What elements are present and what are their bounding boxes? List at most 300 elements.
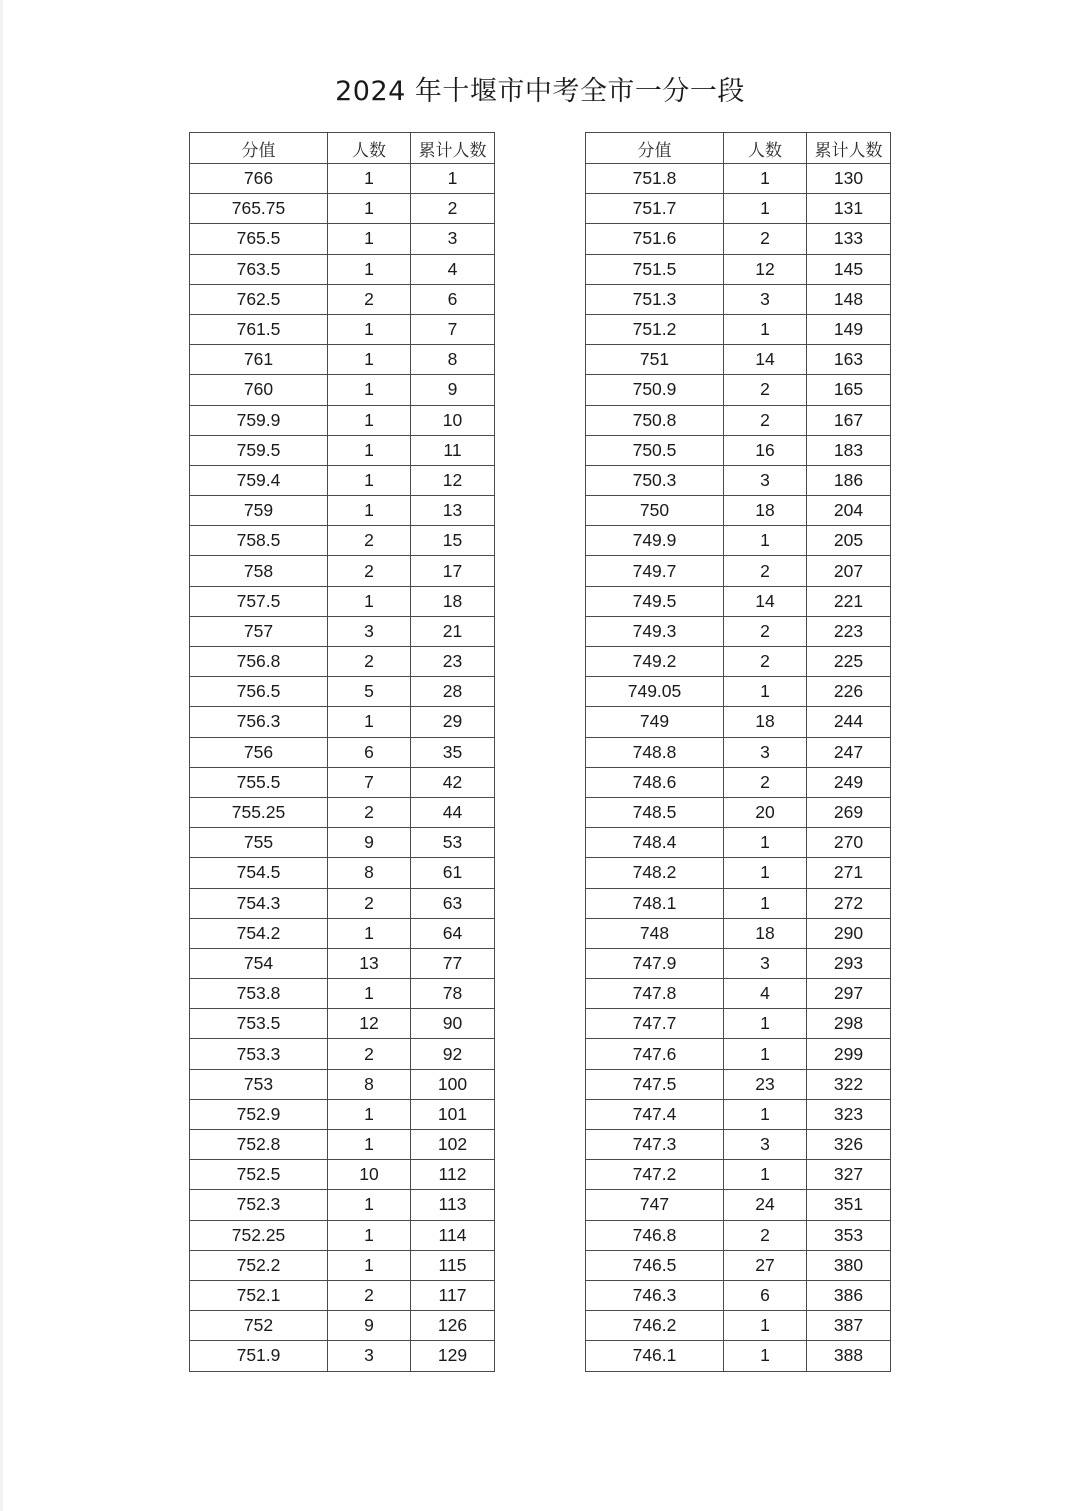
table-row bbox=[586, 164, 891, 194]
table-row bbox=[190, 1220, 495, 1250]
cumulative-cell: 226 bbox=[807, 677, 891, 707]
cumulative-cell: 271 bbox=[807, 858, 891, 888]
table-row bbox=[190, 1341, 495, 1371]
cumulative-cell: 13 bbox=[411, 496, 495, 526]
column-header-count: 人数 bbox=[328, 133, 411, 164]
score-cell: 751.2 bbox=[586, 314, 724, 344]
cumulative-cell: 353 bbox=[807, 1220, 891, 1250]
cumulative-cell: 247 bbox=[807, 737, 891, 767]
score-cell: 751.6 bbox=[586, 224, 724, 254]
cumulative-cell: 323 bbox=[807, 1099, 891, 1129]
score-cell: 748.8 bbox=[586, 737, 724, 767]
score-table-right bbox=[585, 132, 891, 1372]
score-cell: 757.5 bbox=[190, 586, 328, 616]
score-cell: 752.2 bbox=[190, 1250, 328, 1280]
score-cell: 752.9 bbox=[190, 1099, 328, 1129]
score-cell: 763.5 bbox=[190, 254, 328, 284]
count-cell: 12 bbox=[328, 1009, 411, 1039]
table-row bbox=[190, 1190, 495, 1220]
count-cell: 2 bbox=[328, 888, 411, 918]
count-cell: 18 bbox=[724, 918, 807, 948]
score-cell: 757 bbox=[190, 616, 328, 646]
count-cell: 2 bbox=[328, 647, 411, 677]
score-cell: 750 bbox=[586, 496, 724, 526]
table-row bbox=[190, 314, 495, 344]
table-row bbox=[586, 1009, 891, 1039]
score-cell: 759 bbox=[190, 496, 328, 526]
score-cell: 749.5 bbox=[586, 586, 724, 616]
count-cell: 3 bbox=[328, 616, 411, 646]
count-cell: 5 bbox=[328, 677, 411, 707]
score-cell: 748.5 bbox=[586, 797, 724, 827]
table-row bbox=[586, 465, 891, 495]
cumulative-cell: 3 bbox=[411, 224, 495, 254]
table-row bbox=[586, 616, 891, 646]
cumulative-cell: 270 bbox=[807, 828, 891, 858]
table-row bbox=[190, 1280, 495, 1310]
count-cell: 1 bbox=[328, 1220, 411, 1250]
score-cell: 749.2 bbox=[586, 647, 724, 677]
count-cell: 1 bbox=[724, 677, 807, 707]
count-cell: 2 bbox=[724, 375, 807, 405]
count-cell: 1 bbox=[328, 224, 411, 254]
score-cell: 759.5 bbox=[190, 435, 328, 465]
table-row bbox=[190, 1099, 495, 1129]
cumulative-cell: 35 bbox=[411, 737, 495, 767]
cumulative-cell: 4 bbox=[411, 254, 495, 284]
count-cell: 2 bbox=[724, 767, 807, 797]
count-cell: 8 bbox=[328, 858, 411, 888]
count-cell: 3 bbox=[328, 1341, 411, 1371]
count-cell: 18 bbox=[724, 707, 807, 737]
count-cell: 1 bbox=[724, 1311, 807, 1341]
table-header-row bbox=[190, 133, 495, 164]
table-row bbox=[190, 616, 495, 646]
table-row bbox=[190, 1130, 495, 1160]
count-cell: 2 bbox=[724, 556, 807, 586]
score-cell: 748.2 bbox=[586, 858, 724, 888]
score-cell: 751.7 bbox=[586, 194, 724, 224]
count-cell: 6 bbox=[328, 737, 411, 767]
score-cell: 746.8 bbox=[586, 1220, 724, 1250]
table-row bbox=[190, 918, 495, 948]
score-cell: 747.7 bbox=[586, 1009, 724, 1039]
table-row bbox=[190, 1250, 495, 1280]
cumulative-cell: 298 bbox=[807, 1009, 891, 1039]
table-row bbox=[586, 918, 891, 948]
cumulative-cell: 11 bbox=[411, 435, 495, 465]
table-row bbox=[190, 284, 495, 314]
count-cell: 1 bbox=[328, 707, 411, 737]
score-cell: 756.5 bbox=[190, 677, 328, 707]
count-cell: 2 bbox=[328, 556, 411, 586]
table-row bbox=[586, 647, 891, 677]
score-cell: 754 bbox=[190, 948, 328, 978]
column-header-score: 分值 bbox=[586, 133, 724, 164]
table-row bbox=[190, 647, 495, 677]
score-cell: 752.8 bbox=[190, 1130, 328, 1160]
score-cell: 765.75 bbox=[190, 194, 328, 224]
cumulative-cell: 204 bbox=[807, 496, 891, 526]
score-cell: 751.9 bbox=[190, 1341, 328, 1371]
score-cell: 753.3 bbox=[190, 1039, 328, 1069]
score-cell: 765.5 bbox=[190, 224, 328, 254]
score-cell: 754.5 bbox=[190, 858, 328, 888]
cumulative-cell: 221 bbox=[807, 586, 891, 616]
table-row bbox=[586, 979, 891, 1009]
cumulative-cell: 351 bbox=[807, 1190, 891, 1220]
cumulative-cell: 386 bbox=[807, 1280, 891, 1310]
cumulative-cell: 112 bbox=[411, 1160, 495, 1190]
cumulative-cell: 2 bbox=[411, 194, 495, 224]
score-cell: 747.6 bbox=[586, 1039, 724, 1069]
cumulative-cell: 77 bbox=[411, 948, 495, 978]
cumulative-cell: 90 bbox=[411, 1009, 495, 1039]
count-cell: 3 bbox=[724, 948, 807, 978]
table-row bbox=[586, 1069, 891, 1099]
cumulative-cell: 10 bbox=[411, 405, 495, 435]
cumulative-cell: 100 bbox=[411, 1069, 495, 1099]
table-row bbox=[586, 224, 891, 254]
score-cell: 766 bbox=[190, 164, 328, 194]
cumulative-cell: 101 bbox=[411, 1099, 495, 1129]
table-row bbox=[190, 194, 495, 224]
cumulative-cell: 297 bbox=[807, 979, 891, 1009]
cumulative-cell: 18 bbox=[411, 586, 495, 616]
cumulative-cell: 61 bbox=[411, 858, 495, 888]
cumulative-cell: 29 bbox=[411, 707, 495, 737]
count-cell: 27 bbox=[724, 1250, 807, 1280]
score-table-left bbox=[189, 132, 495, 1372]
table-row bbox=[586, 1280, 891, 1310]
score-cell: 758.5 bbox=[190, 526, 328, 556]
table-row bbox=[586, 435, 891, 465]
cumulative-cell: 388 bbox=[807, 1341, 891, 1371]
count-cell: 1 bbox=[724, 1099, 807, 1129]
table-row bbox=[586, 314, 891, 344]
cumulative-cell: 183 bbox=[807, 435, 891, 465]
table-row bbox=[586, 1311, 891, 1341]
count-cell: 1 bbox=[328, 918, 411, 948]
column-header-cumulative: 累计人数 bbox=[411, 133, 495, 164]
cumulative-cell: 1 bbox=[411, 164, 495, 194]
count-cell: 3 bbox=[724, 737, 807, 767]
score-cell: 752 bbox=[190, 1311, 328, 1341]
table-row bbox=[190, 345, 495, 375]
count-cell: 24 bbox=[724, 1190, 807, 1220]
column-header-count: 人数 bbox=[724, 133, 807, 164]
table-row bbox=[586, 194, 891, 224]
count-cell: 18 bbox=[724, 496, 807, 526]
table-row bbox=[586, 1099, 891, 1129]
table-row bbox=[586, 1220, 891, 1250]
count-cell: 3 bbox=[724, 465, 807, 495]
count-cell: 1 bbox=[724, 194, 807, 224]
score-cell: 747.4 bbox=[586, 1099, 724, 1129]
table-row bbox=[586, 556, 891, 586]
count-cell: 1 bbox=[328, 1099, 411, 1129]
table-row bbox=[586, 496, 891, 526]
count-cell: 1 bbox=[724, 888, 807, 918]
score-cell: 754.3 bbox=[190, 888, 328, 918]
count-cell: 16 bbox=[724, 435, 807, 465]
cumulative-cell: 133 bbox=[807, 224, 891, 254]
count-cell: 1 bbox=[328, 465, 411, 495]
cumulative-cell: 272 bbox=[807, 888, 891, 918]
table-row bbox=[586, 1130, 891, 1160]
cumulative-cell: 207 bbox=[807, 556, 891, 586]
score-cell: 749.7 bbox=[586, 556, 724, 586]
table-row bbox=[586, 677, 891, 707]
count-cell: 1 bbox=[724, 164, 807, 194]
table-row bbox=[190, 1039, 495, 1069]
table-row bbox=[190, 496, 495, 526]
cumulative-cell: 7 bbox=[411, 314, 495, 344]
count-cell: 4 bbox=[724, 979, 807, 1009]
count-cell: 1 bbox=[724, 828, 807, 858]
table-row bbox=[586, 828, 891, 858]
count-cell: 1 bbox=[328, 1190, 411, 1220]
score-cell: 746.1 bbox=[586, 1341, 724, 1371]
count-cell: 1 bbox=[328, 979, 411, 1009]
count-cell: 13 bbox=[328, 948, 411, 978]
score-cell: 748.4 bbox=[586, 828, 724, 858]
score-cell: 760 bbox=[190, 375, 328, 405]
score-cell: 746.3 bbox=[586, 1280, 724, 1310]
table-row bbox=[586, 1039, 891, 1069]
cumulative-cell: 78 bbox=[411, 979, 495, 1009]
count-cell: 6 bbox=[724, 1280, 807, 1310]
count-cell: 12 bbox=[724, 254, 807, 284]
score-cell: 761 bbox=[190, 345, 328, 375]
count-cell: 1 bbox=[328, 164, 411, 194]
score-cell: 746.2 bbox=[586, 1311, 724, 1341]
cumulative-cell: 53 bbox=[411, 828, 495, 858]
score-cell: 751.5 bbox=[586, 254, 724, 284]
count-cell: 10 bbox=[328, 1160, 411, 1190]
table-row bbox=[586, 1250, 891, 1280]
cumulative-cell: 117 bbox=[411, 1280, 495, 1310]
table-row bbox=[190, 979, 495, 1009]
cumulative-cell: 28 bbox=[411, 677, 495, 707]
cumulative-cell: 186 bbox=[807, 465, 891, 495]
count-cell: 9 bbox=[328, 828, 411, 858]
cumulative-cell: 149 bbox=[807, 314, 891, 344]
score-cell: 746.5 bbox=[586, 1250, 724, 1280]
score-cell: 749.3 bbox=[586, 616, 724, 646]
cumulative-cell: 42 bbox=[411, 767, 495, 797]
score-cell: 759.4 bbox=[190, 465, 328, 495]
count-cell: 3 bbox=[724, 1130, 807, 1160]
score-cell: 749.05 bbox=[586, 677, 724, 707]
cumulative-cell: 167 bbox=[807, 405, 891, 435]
score-cell: 749 bbox=[586, 707, 724, 737]
cumulative-cell: 129 bbox=[411, 1341, 495, 1371]
score-cell: 747.9 bbox=[586, 948, 724, 978]
count-cell: 3 bbox=[724, 284, 807, 314]
score-cell: 749.9 bbox=[586, 526, 724, 556]
table-row bbox=[190, 1160, 495, 1190]
table-row bbox=[190, 465, 495, 495]
cumulative-cell: 126 bbox=[411, 1311, 495, 1341]
count-cell: 1 bbox=[328, 496, 411, 526]
table-row bbox=[586, 707, 891, 737]
count-cell: 2 bbox=[724, 647, 807, 677]
count-cell: 9 bbox=[328, 1311, 411, 1341]
cumulative-cell: 131 bbox=[807, 194, 891, 224]
cumulative-cell: 130 bbox=[807, 164, 891, 194]
table-row bbox=[190, 1009, 495, 1039]
cumulative-cell: 380 bbox=[807, 1250, 891, 1280]
score-cell: 752.1 bbox=[190, 1280, 328, 1310]
table-row bbox=[586, 858, 891, 888]
count-cell: 1 bbox=[328, 435, 411, 465]
cumulative-cell: 244 bbox=[807, 707, 891, 737]
score-cell: 758 bbox=[190, 556, 328, 586]
table-row bbox=[586, 737, 891, 767]
cumulative-cell: 148 bbox=[807, 284, 891, 314]
count-cell: 1 bbox=[724, 1009, 807, 1039]
score-cell: 756.3 bbox=[190, 707, 328, 737]
table-row bbox=[190, 1069, 495, 1099]
cumulative-cell: 114 bbox=[411, 1220, 495, 1250]
cumulative-cell: 9 bbox=[411, 375, 495, 405]
score-cell: 750.5 bbox=[586, 435, 724, 465]
table-row bbox=[190, 526, 495, 556]
cumulative-cell: 63 bbox=[411, 888, 495, 918]
cumulative-cell: 115 bbox=[411, 1250, 495, 1280]
table-row bbox=[190, 375, 495, 405]
table-row bbox=[190, 737, 495, 767]
score-cell: 755 bbox=[190, 828, 328, 858]
count-cell: 1 bbox=[328, 375, 411, 405]
table-row bbox=[190, 858, 495, 888]
page-edge bbox=[0, 0, 3, 1511]
table-row bbox=[586, 1341, 891, 1371]
table-row bbox=[190, 888, 495, 918]
cumulative-cell: 387 bbox=[807, 1311, 891, 1341]
cumulative-cell: 293 bbox=[807, 948, 891, 978]
table-row bbox=[190, 164, 495, 194]
table-row bbox=[586, 948, 891, 978]
cumulative-cell: 322 bbox=[807, 1069, 891, 1099]
score-cell: 752.25 bbox=[190, 1220, 328, 1250]
count-cell: 1 bbox=[328, 1250, 411, 1280]
cumulative-cell: 8 bbox=[411, 345, 495, 375]
cumulative-cell: 145 bbox=[807, 254, 891, 284]
count-cell: 1 bbox=[724, 526, 807, 556]
cumulative-cell: 113 bbox=[411, 1190, 495, 1220]
cumulative-cell: 223 bbox=[807, 616, 891, 646]
score-cell: 756.8 bbox=[190, 647, 328, 677]
table-row bbox=[190, 1311, 495, 1341]
cumulative-cell: 64 bbox=[411, 918, 495, 948]
count-cell: 2 bbox=[328, 284, 411, 314]
count-cell: 14 bbox=[724, 345, 807, 375]
table-row bbox=[586, 284, 891, 314]
table-row bbox=[190, 828, 495, 858]
table-row bbox=[190, 677, 495, 707]
score-cell: 761.5 bbox=[190, 314, 328, 344]
table-row bbox=[190, 797, 495, 827]
table-row bbox=[190, 948, 495, 978]
table-row bbox=[586, 1160, 891, 1190]
table-row bbox=[586, 888, 891, 918]
table-row bbox=[190, 556, 495, 586]
cumulative-cell: 326 bbox=[807, 1130, 891, 1160]
cumulative-cell: 225 bbox=[807, 647, 891, 677]
cumulative-cell: 17 bbox=[411, 556, 495, 586]
table-row bbox=[190, 767, 495, 797]
table-row bbox=[190, 586, 495, 616]
table-row bbox=[190, 254, 495, 284]
score-cell: 752.5 bbox=[190, 1160, 328, 1190]
cumulative-cell: 165 bbox=[807, 375, 891, 405]
count-cell: 2 bbox=[328, 1039, 411, 1069]
table-row bbox=[586, 526, 891, 556]
count-cell: 1 bbox=[328, 314, 411, 344]
count-cell: 8 bbox=[328, 1069, 411, 1099]
document-title: 2024 年十堰市中考全市一分一段 bbox=[335, 76, 745, 107]
table-row bbox=[190, 435, 495, 465]
score-cell: 751.8 bbox=[586, 164, 724, 194]
score-cell: 748 bbox=[586, 918, 724, 948]
count-cell: 2 bbox=[724, 1220, 807, 1250]
count-cell: 2 bbox=[724, 224, 807, 254]
cumulative-cell: 205 bbox=[807, 526, 891, 556]
table-row bbox=[190, 405, 495, 435]
count-cell: 2 bbox=[724, 405, 807, 435]
count-cell: 14 bbox=[724, 586, 807, 616]
score-cell: 755.25 bbox=[190, 797, 328, 827]
cumulative-cell: 6 bbox=[411, 284, 495, 314]
count-cell: 20 bbox=[724, 797, 807, 827]
score-cell: 753 bbox=[190, 1069, 328, 1099]
score-cell: 747 bbox=[586, 1190, 724, 1220]
cumulative-cell: 249 bbox=[807, 767, 891, 797]
table-body bbox=[586, 164, 891, 1372]
count-cell: 1 bbox=[328, 405, 411, 435]
table-row bbox=[586, 375, 891, 405]
count-cell: 23 bbox=[724, 1069, 807, 1099]
count-cell: 1 bbox=[328, 345, 411, 375]
table-row bbox=[586, 586, 891, 616]
count-cell: 1 bbox=[724, 1039, 807, 1069]
score-cell: 754.2 bbox=[190, 918, 328, 948]
table-row bbox=[586, 767, 891, 797]
cumulative-cell: 92 bbox=[411, 1039, 495, 1069]
count-cell: 1 bbox=[724, 1341, 807, 1371]
score-cell: 751 bbox=[586, 345, 724, 375]
cumulative-cell: 327 bbox=[807, 1160, 891, 1190]
count-cell: 7 bbox=[328, 767, 411, 797]
count-cell: 2 bbox=[328, 526, 411, 556]
count-cell: 2 bbox=[724, 616, 807, 646]
cumulative-cell: 44 bbox=[411, 797, 495, 827]
score-cell: 748.1 bbox=[586, 888, 724, 918]
cumulative-cell: 163 bbox=[807, 345, 891, 375]
count-cell: 1 bbox=[328, 1130, 411, 1160]
table-row bbox=[586, 1190, 891, 1220]
count-cell: 2 bbox=[328, 797, 411, 827]
count-cell: 1 bbox=[328, 254, 411, 284]
score-cell: 759.9 bbox=[190, 405, 328, 435]
score-cell: 762.5 bbox=[190, 284, 328, 314]
cumulative-cell: 15 bbox=[411, 526, 495, 556]
score-cell: 747.3 bbox=[586, 1130, 724, 1160]
score-cell: 750.9 bbox=[586, 375, 724, 405]
table-row bbox=[586, 345, 891, 375]
